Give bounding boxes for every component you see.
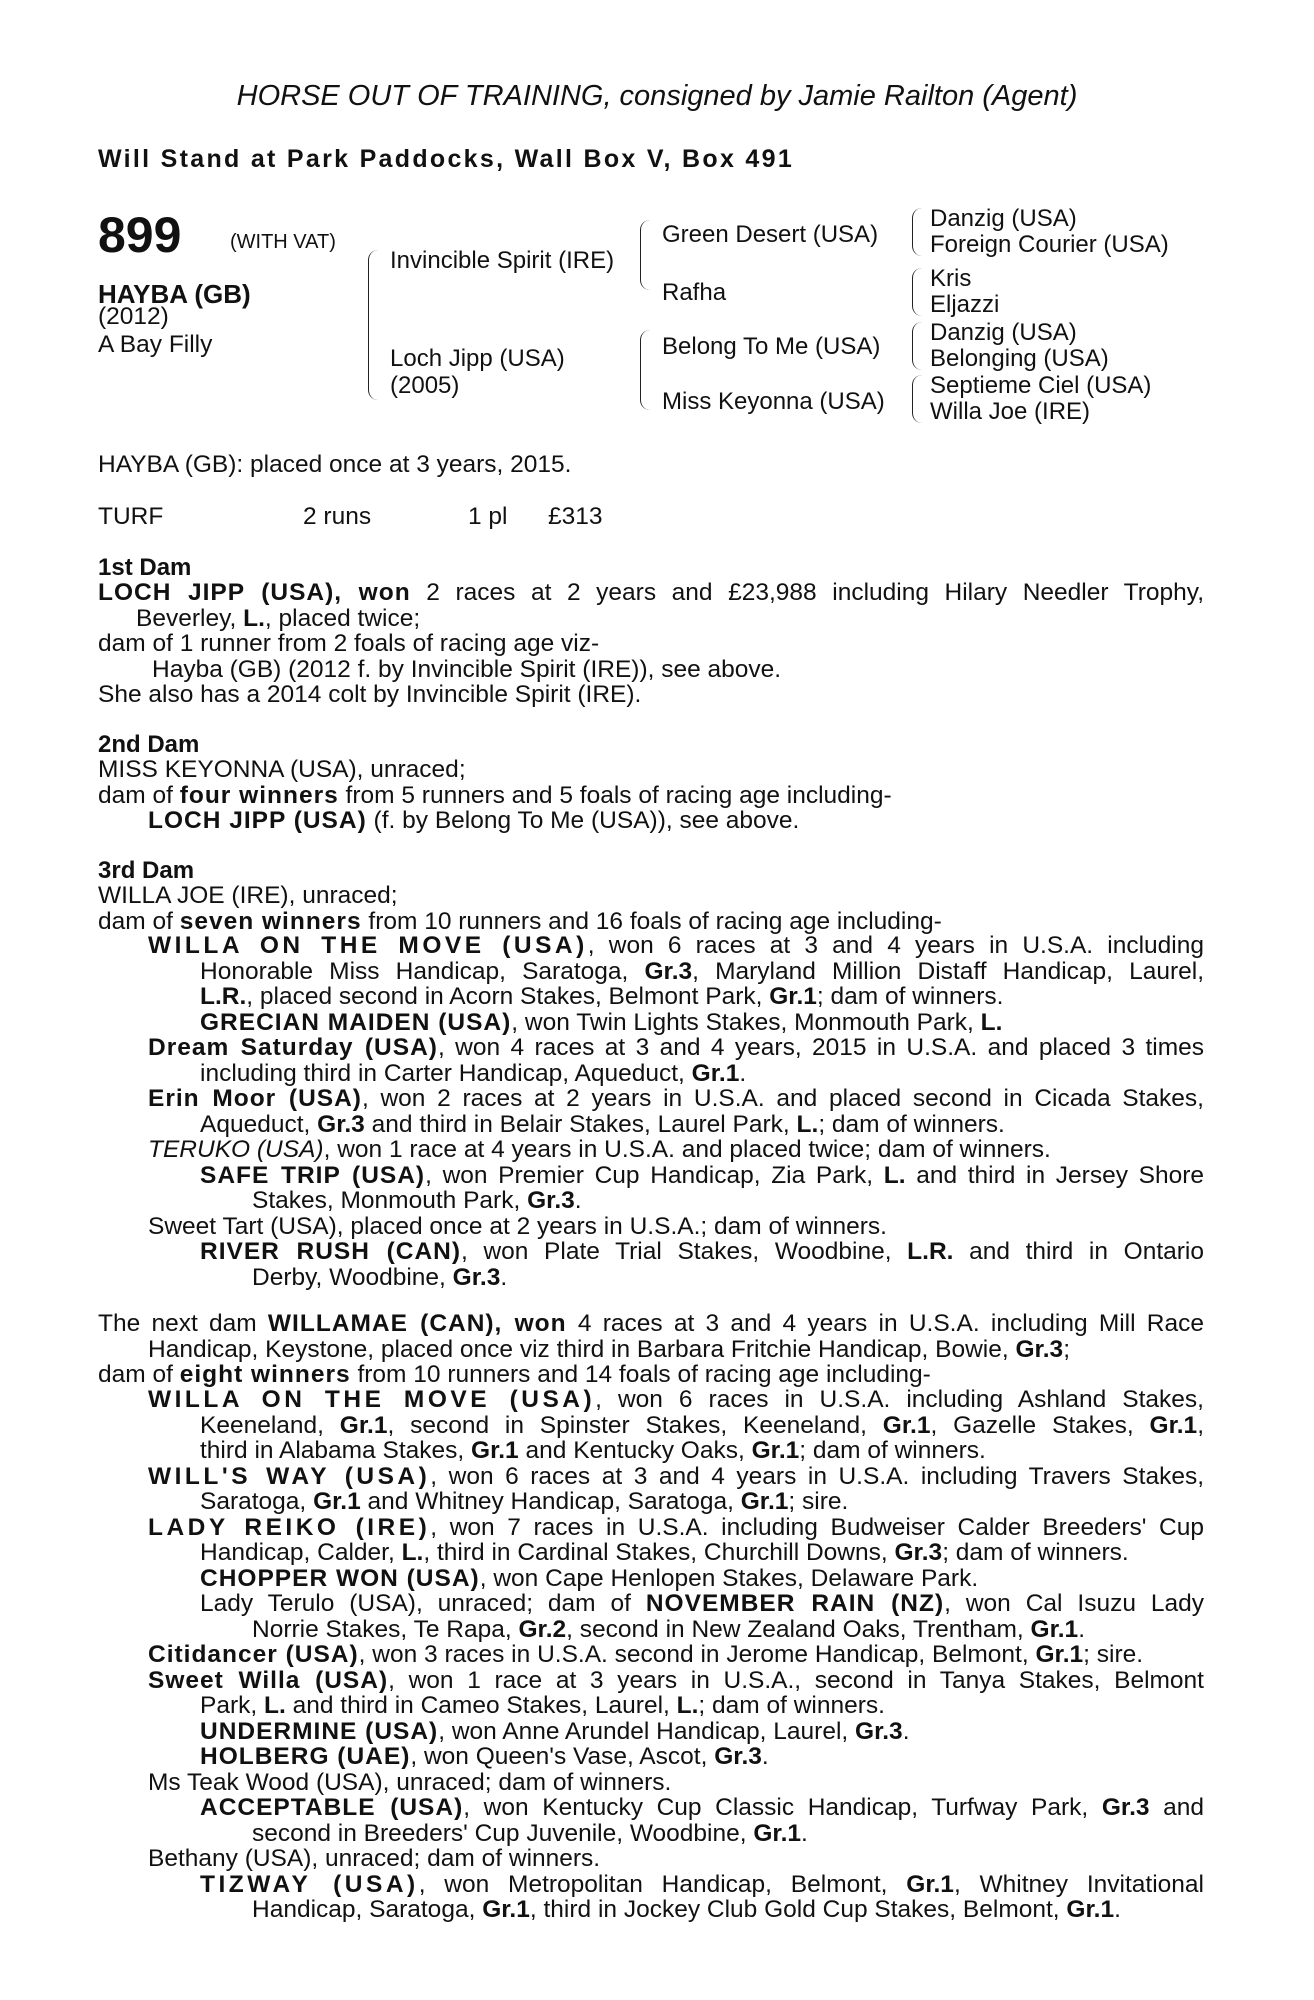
pedigree-ggp: Danzig (USA) bbox=[930, 205, 1077, 232]
turf-earnings: £313 bbox=[548, 503, 603, 530]
produce-line: Honorable Miss Handicap, Saratoga, Gr.3, Maryland Million Distaff Handicap, Laurel, bbox=[200, 957, 1204, 985]
next-dam-name: WILLAMAE (CAN), won bbox=[267, 1310, 567, 1337]
pedigree-brace bbox=[640, 330, 651, 410]
third-dam-produce-list bbox=[98, 933, 1204, 1290]
text: from 10 runners and 16 foals of racing age including- bbox=[361, 907, 942, 935]
pedigree-brace bbox=[912, 375, 923, 423]
horse-name: HAYBA (GB) bbox=[98, 279, 251, 309]
first-dam-line1: 2 races at 2 years and £23,988 including Hilary Needler Trophy, bbox=[410, 579, 1205, 606]
winners-count: seven winners bbox=[179, 907, 362, 935]
produce-line: third in Alabama Stakes, Gr.1 and Kentucky Oaks, Gr.1; dam of winners. bbox=[200, 1437, 986, 1464]
pedigree-dam-year: (2005) bbox=[390, 372, 460, 399]
turf-runs: 2 runs bbox=[303, 503, 372, 530]
pedigree-brace bbox=[368, 250, 379, 400]
produce-line: Aqueduct, Gr.3 and third in Belair Stakes, Laurel Park, L.; dam of winners. bbox=[200, 1110, 1005, 1138]
produce-line: TIZWAY (USA), won Metropolitan Handicap, Belmont, Gr.1, Whitney Invitational bbox=[200, 1870, 1204, 1898]
produce-line: Handicap, Calder, L., third in Cardinal Stakes, Churchill Downs, Gr.3; dam of winners. bbox=[200, 1539, 1129, 1566]
winners-count: eight winners bbox=[179, 1361, 351, 1388]
produce-line: Bethany (USA), unraced; dam of winners. bbox=[148, 1845, 601, 1872]
text: from 10 runners and 14 foals of racing age including- bbox=[350, 1361, 931, 1388]
text: Handicap, Keystone, placed once viz third in Barbara Fritchie Handicap, Bowie, bbox=[148, 1335, 1016, 1363]
pedigree-sire-sire: Green Desert (USA) bbox=[662, 221, 879, 248]
pedigree-ggp: Willa Joe (IRE) bbox=[930, 398, 1091, 425]
stand-location: Will Stand at Park Paddocks, Wall Box V, Box 491 bbox=[98, 145, 795, 173]
first-dam-name: LOCH JIPP (USA), won bbox=[98, 579, 411, 606]
produce-line: Citidancer (USA), won 3 races in U.S.A. second in Jerome Handicap, Belmont, Gr.1; sire. bbox=[148, 1641, 1144, 1668]
pedigree-ggp: Eljazzi bbox=[930, 291, 1000, 318]
produce-line: L.R., placed second in Acorn Stakes, Belmont Park, Gr.1; dam of winners. bbox=[200, 983, 1004, 1010]
third-dam-entry bbox=[98, 883, 1204, 934]
produce-line: SAFE TRIP (USA), won Premier Cup Handicap, Zia Park, L. and third in Jersey Shore bbox=[200, 1161, 1204, 1189]
text: from 5 runners and 5 foals of racing age including- bbox=[338, 781, 892, 809]
text: ; bbox=[1063, 1335, 1070, 1363]
text: The next dam bbox=[98, 1310, 268, 1337]
pedigree-dam-dam: Miss Keyonna (USA) bbox=[662, 388, 885, 415]
pedigree-ggp: Kris bbox=[930, 265, 972, 292]
produce-line: Norrie Stakes, Te Rapa, Gr.2, second in New Zealand Oaks, Trentham, Gr.1. bbox=[252, 1615, 1086, 1643]
next-dam-entry bbox=[98, 1311, 1204, 1388]
produce-line: Dream Saturday (USA), won 4 races at 3 and 4 years, 2015 in U.S.A. and placed 3 times bbox=[148, 1034, 1204, 1061]
first-dam-line5: She also has a 2014 colt by Invincible Spirit (IRE). bbox=[98, 681, 642, 708]
second-dam-entry bbox=[98, 757, 1204, 834]
first-dam-line4: Hayba (GB) (2012 f. by Invincible Spirit (IRE)), see above. bbox=[152, 655, 782, 683]
third-dam-title: 3rd Dam bbox=[98, 857, 195, 884]
produce-line: UNDERMINE (USA), won Anne Arundel Handicap, Laurel, Gr.3. bbox=[200, 1717, 910, 1745]
horse-year: (2012) bbox=[98, 303, 169, 330]
pedigree-ggp: Belonging (USA) bbox=[930, 345, 1109, 372]
second-dam-line1: MISS KEYONNA (USA), unraced; bbox=[98, 756, 466, 783]
grade-label: Gr.3 bbox=[1015, 1335, 1064, 1363]
produce-line: HOLBERG (UAE), won Queen's Vase, Ascot, Gr.3. bbox=[200, 1743, 769, 1770]
produce-line: WILL'S WAY (USA), won 6 races at 3 and 4 years in U.S.A. including Travers Stakes, bbox=[148, 1462, 1204, 1490]
pedigree-dam-sire: Belong To Me (USA) bbox=[662, 333, 881, 360]
turf-label: TURF bbox=[98, 503, 164, 530]
produce-line: LADY REIKO (IRE), won 7 races in U.S.A. including Budweiser Calder Breeders' Cup bbox=[148, 1513, 1204, 1541]
produce-line: CHOPPER WON (USA), won Cape Henlopen Stakes, Delaware Park. bbox=[200, 1564, 979, 1592]
pedigree-brace bbox=[912, 268, 923, 316]
page-title: HORSE OUT OF TRAINING, consigned by Jamie Railton (Agent) bbox=[236, 80, 1078, 112]
first-dam-placed: , placed twice; bbox=[264, 604, 421, 632]
first-dam-line3: dam of 1 runner from 2 foals of racing age viz- bbox=[98, 630, 600, 657]
produce-line: Erin Moor (USA), won 2 races at 2 years in U.S.A. and placed second in Cicada Stakes, bbox=[148, 1085, 1204, 1112]
text: dam of bbox=[98, 781, 180, 809]
pedigree-ggp: Danzig (USA) bbox=[930, 319, 1077, 346]
vat-note: (WITH VAT) bbox=[230, 231, 336, 253]
next-dam-produce-list bbox=[98, 1387, 1204, 1923]
pedigree-brace bbox=[912, 208, 923, 256]
pedigree-ggp: Septieme Ciel (USA) bbox=[930, 372, 1152, 399]
produce-line: GRECIAN MAIDEN (USA), won Twin Lights Stakes, Monmouth Park, L. bbox=[200, 1008, 1003, 1036]
horse-description: A Bay Filly bbox=[98, 331, 213, 358]
text: dam of bbox=[98, 907, 180, 935]
produce-line: ACCEPTABLE (USA), won Kentucky Cup Classic Handicap, Turfway Park, Gr.3 and bbox=[200, 1794, 1204, 1821]
produce-line: Keeneland, Gr.1, second in Spinster Stakes, Keeneland, Gr.1, Gazelle Stakes, Gr.1, bbox=[200, 1411, 1205, 1439]
first-dam-line2: Beverley, bbox=[136, 604, 244, 632]
text: 4 races at 3 and 4 years in U.S.A. including Mill Race bbox=[566, 1310, 1204, 1337]
pedigree-brace bbox=[640, 220, 651, 290]
produce-line: Derby, Woodbine, Gr.3. bbox=[252, 1263, 508, 1291]
pedigree-ggp: Foreign Courier (USA) bbox=[930, 231, 1169, 258]
produce-line: Stakes, Monmouth Park, Gr.3. bbox=[252, 1187, 582, 1214]
third-dam-line1: WILLA JOE (IRE), unraced; bbox=[98, 882, 398, 909]
pedigree-sire-dam: Rafha bbox=[662, 279, 727, 306]
produce-line: Park, L. and third in Cameo Stakes, Laurel, L.; dam of winners. bbox=[200, 1692, 885, 1719]
produce-line: RIVER RUSH (CAN), won Plate Trial Stakes, Woodbine, L.R. and third in Ontario bbox=[200, 1238, 1204, 1265]
produce-line: Lady Terulo (USA), unraced; dam of NOVEMBER RAIN (NZ), won Cal Isuzu Lady bbox=[200, 1590, 1204, 1617]
produce-line: Ms Teak Wood (USA), unraced; dam of winners. bbox=[148, 1768, 672, 1796]
produce-line: Sweet Willa (USA), won 1 race at 3 years in U.S.A., second in Tanya Stakes, Belmont bbox=[148, 1666, 1204, 1694]
first-dam-entry bbox=[98, 580, 1204, 708]
listed-label: L. bbox=[243, 604, 265, 632]
pedigree-sire: Invincible Spirit (IRE) bbox=[390, 247, 615, 274]
first-dam-title: 1st Dam bbox=[98, 554, 192, 581]
produce-line: second in Breeders' Cup Juvenile, Woodbine, Gr.1. bbox=[252, 1819, 808, 1847]
text: dam of bbox=[98, 1361, 180, 1388]
produce-line: including third in Carter Handicap, Aqueduct, Gr.1. bbox=[200, 1059, 747, 1087]
produce-line: TERUKO (USA), won 1 race at 4 years in U.S.A. and placed twice; dam of winners. bbox=[148, 1136, 1051, 1163]
race-summary: HAYBA (GB): placed once at 3 years, 2015. bbox=[98, 451, 572, 478]
produce-name: LOCH JIPP (USA) bbox=[148, 807, 367, 834]
produce-line: Handicap, Saratoga, Gr.1, third in Jockey Club Gold Cup Stakes, Belmont, Gr.1. bbox=[252, 1896, 1121, 1923]
pedigree-dam: Loch Jipp (USA) bbox=[390, 345, 565, 372]
produce-line: WILLA ON THE MOVE (USA), won 6 races in U.S.A. including Ashland Stakes, bbox=[148, 1386, 1204, 1413]
produce-line: Sweet Tart (USA), placed once at 2 years in U.S.A.; dam of winners. bbox=[148, 1212, 887, 1240]
winners-count: four winners bbox=[179, 781, 339, 809]
produce-line: WILLA ON THE MOVE (USA), won 6 races at 3 and 4 years in U.S.A. including bbox=[148, 932, 1204, 959]
lot-number: 899 bbox=[98, 207, 182, 263]
text: (f. by Belong To Me (USA)), see above. bbox=[366, 807, 800, 834]
produce-line: Saratoga, Gr.1 and Whitney Handicap, Saratoga, Gr.1; sire. bbox=[200, 1488, 849, 1515]
second-dam-title: 2nd Dam bbox=[98, 731, 200, 758]
pedigree-brace bbox=[912, 322, 923, 370]
turf-placed: 1 pl bbox=[468, 503, 508, 530]
